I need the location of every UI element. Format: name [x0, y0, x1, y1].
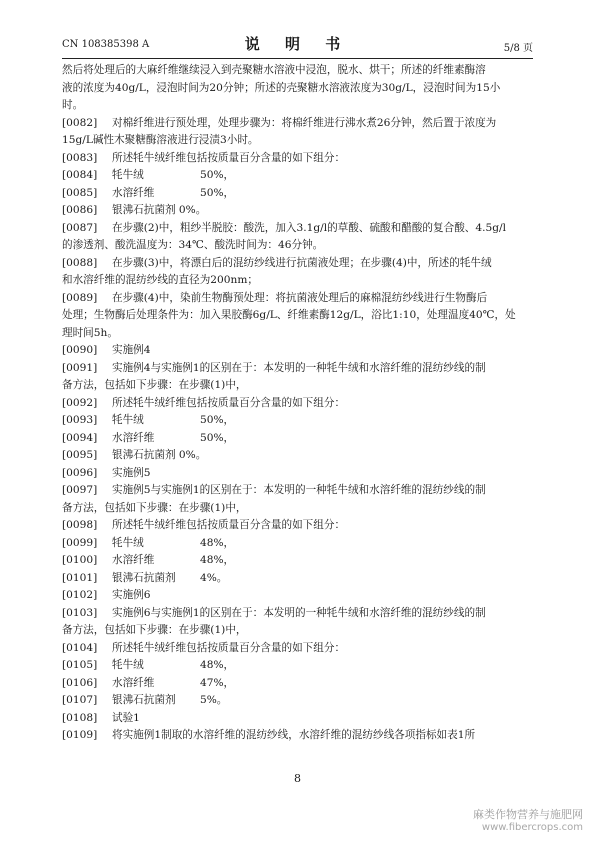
paragraph-line: 处理；生物酶后处理条件为：加入果胶酶6g/L、纤维素酶12g/L，浴比1:10，处理温度40℃，处	[62, 309, 516, 321]
paragraph-number: [0083]	[62, 151, 98, 164]
paragraph-text: 所述牦牛绒纤维包括按质量百分含量的如下组分：	[112, 519, 346, 531]
paragraph-0091	[62, 360, 539, 395]
component-row	[62, 185, 539, 203]
component-value: 50%，	[200, 431, 235, 444]
paragraph-number: [0092]	[62, 396, 98, 409]
paragraph-line: 对棉纤维进行预处理，处理步骤为：将棉纤维进行沸水煮26分钟，然后置于浓度为	[112, 116, 497, 129]
paragraph-line: 液的浓度为40g/L，浸泡时间为20分钟；所述的壳聚糖水溶液浓度为30g/L，浸泡时间为15小	[62, 81, 501, 94]
paragraph-number: [0084]	[62, 169, 98, 181]
page-count: 5/8 页	[503, 43, 533, 54]
document-body	[62, 62, 539, 745]
component-row	[62, 657, 539, 675]
component-name: 牦牛绒	[112, 414, 144, 426]
component-name: 牦牛绒	[112, 659, 144, 671]
paragraph-line: 实施例6与实施例1的区别在于：本发明的一种牦牛绒和水溶纤维的混纺纱线的制	[112, 606, 486, 619]
example-title: 实施例4	[112, 344, 151, 356]
document-number: CN 108385398 A	[62, 39, 150, 50]
paragraph-0104	[62, 640, 539, 658]
paragraph-0098	[62, 517, 539, 535]
paragraph-0109	[62, 727, 539, 745]
paragraph-number: [0097]	[62, 484, 98, 496]
section-heading	[62, 587, 539, 605]
component-value: 47%，	[200, 676, 235, 689]
paragraph-0097	[62, 482, 539, 517]
paragraph-number: [0106]	[62, 676, 98, 689]
component-value: 4%。	[200, 571, 228, 584]
component-name: 牦牛绒	[112, 536, 144, 549]
component-value: 48%，	[200, 659, 235, 671]
paragraph-number: [0103]	[62, 606, 98, 619]
component-value: 5%。	[200, 694, 228, 706]
paragraph-number: [0099]	[62, 536, 98, 549]
paragraph-line: 在步骤(4)中，染前生物酶预处理：将抗菌液处理后的麻棉混纺纱线进行生物酶后	[112, 291, 488, 304]
component-row	[62, 675, 539, 693]
paragraph-line: 备方法，包括如下步骤：在步骤(1)中，	[62, 501, 247, 514]
paragraph-number: [0095]	[62, 449, 98, 461]
paragraph-text: 所述牦牛绒纤维包括按质量百分含量的如下组分：	[112, 641, 346, 654]
paragraph-number: [0101]	[62, 571, 98, 584]
component-name: 水溶纤维	[112, 554, 155, 566]
section-heading	[62, 710, 539, 728]
paragraph-number: [0109]	[62, 729, 98, 741]
component-row	[62, 552, 539, 570]
page-number: 8	[294, 772, 301, 785]
paragraph-text: 所述牦牛绒纤维包括按质量百分含量的如下组分：	[112, 151, 346, 164]
paragraph-line: 然后将处理后的大麻纤维继续浸入到壳聚糖水溶液中浸泡，脱水、烘干；所述的纤维素酶溶	[62, 64, 486, 76]
paragraph-number: [0082]	[62, 116, 98, 129]
paragraph-number: [0088]	[62, 256, 98, 269]
paragraph-text: 将实施例1制取的水溶纤维的混纺纱线，水溶纤维的混纺纱线各项指标如表1所	[112, 729, 476, 741]
paragraph-number: [0107]	[62, 694, 98, 706]
paragraph-number: [0094]	[62, 431, 98, 444]
paragraph-text: 所述牦牛绒纤维包括按质量百分含量的如下组分：	[112, 396, 346, 409]
component-row	[62, 447, 539, 465]
component-text: 银沸石抗菌剂 0%。	[112, 204, 207, 216]
component-row	[62, 202, 539, 220]
section-heading	[62, 465, 539, 483]
paragraph-number: [0091]	[62, 361, 98, 374]
paragraph-line: 和水溶纤维的混纺纱线的直径为200nm；	[62, 274, 258, 286]
test-title: 试验1	[112, 711, 140, 724]
component-name: 水溶纤维	[112, 431, 155, 444]
paragraph-0087	[62, 220, 539, 255]
paragraph-number: [0098]	[62, 519, 98, 531]
paragraph-0088	[62, 255, 539, 290]
paragraph-line: 理时间5h。	[62, 326, 118, 339]
component-row	[62, 570, 539, 588]
paragraph-number: [0100]	[62, 554, 98, 566]
paragraph-0082	[62, 115, 539, 150]
component-name: 银沸石抗菌剂	[112, 694, 176, 706]
paragraph-line: 备方法，包括如下步骤：在步骤(1)中，	[62, 624, 247, 636]
paragraph-0089	[62, 290, 539, 343]
paragraph-0103	[62, 605, 539, 640]
paragraph-number: [0104]	[62, 641, 98, 654]
paragraph-number: [0086]	[62, 204, 98, 216]
watermark-url: www.fibercrops.com	[481, 822, 583, 833]
paragraph-number: [0085]	[62, 186, 98, 199]
component-row	[62, 412, 539, 430]
component-row	[62, 535, 539, 553]
paragraph-line: 在步骤(3)中，将漂白后的混纺纱线进行抗菌液处理；在步骤(4)中，所述的牦牛绒	[112, 256, 492, 269]
component-text: 银沸石抗菌剂 0%。	[112, 449, 207, 461]
component-row	[62, 692, 539, 710]
component-name: 银沸石抗菌剂	[112, 571, 176, 584]
component-row	[62, 167, 539, 185]
paragraph-number: [0096]	[62, 466, 98, 479]
page-header	[62, 30, 533, 59]
paragraph-number: [0105]	[62, 659, 98, 671]
paragraph-number: [0102]	[62, 589, 98, 601]
paragraph-number: [0090]	[62, 344, 98, 356]
component-value: 48%，	[200, 536, 235, 549]
watermark-site-name: 麻类作物营养与施肥网	[473, 808, 583, 821]
paragraph-0081-continuation	[62, 62, 539, 115]
paragraph-line: 在步骤(2)中，粗纱半脱胶：酸洗，加入3.1g/l的草酸、硫酸和醋酸的复合酸、4.5g/l	[112, 221, 506, 234]
paragraph-line: 实施例4与实施例1的区别在于：本发明的一种牦牛绒和水溶纤维的混纺纱线的制	[112, 361, 486, 374]
paragraph-number: [0108]	[62, 711, 98, 724]
paragraph-number: [0087]	[62, 221, 98, 234]
paragraph-number: [0093]	[62, 414, 98, 426]
paragraph-line: 15g/L碱性木聚糖酶溶液进行浸渍3小时。	[62, 134, 259, 146]
paragraph-line: 的渗透剂、酸洗温度为：34℃、酸洗时间为：46分钟。	[62, 239, 324, 251]
paragraph-0092	[62, 395, 539, 413]
component-value: 50%，	[200, 169, 235, 181]
component-value: 48%，	[200, 554, 235, 566]
component-value: 50%，	[200, 186, 235, 199]
paragraph-line: 时。	[62, 99, 84, 111]
component-name: 牦牛绒	[112, 169, 144, 181]
component-value: 50%，	[200, 414, 235, 426]
example-title: 实施例5	[112, 466, 151, 479]
section-heading	[62, 342, 539, 360]
component-name: 水溶纤维	[112, 186, 155, 199]
paragraph-line: 备方法，包括如下步骤：在步骤(1)中，	[62, 379, 247, 391]
example-title: 实施例6	[112, 589, 151, 601]
component-row	[62, 430, 539, 448]
paragraph-0083	[62, 150, 539, 168]
component-name: 水溶纤维	[112, 676, 155, 689]
paragraph-line: 实施例5与实施例1的区别在于：本发明的一种牦牛绒和水溶纤维的混纺纱线的制	[112, 484, 486, 496]
paragraph-number: [0089]	[62, 291, 98, 304]
document-title: 说 明 书	[244, 35, 351, 53]
